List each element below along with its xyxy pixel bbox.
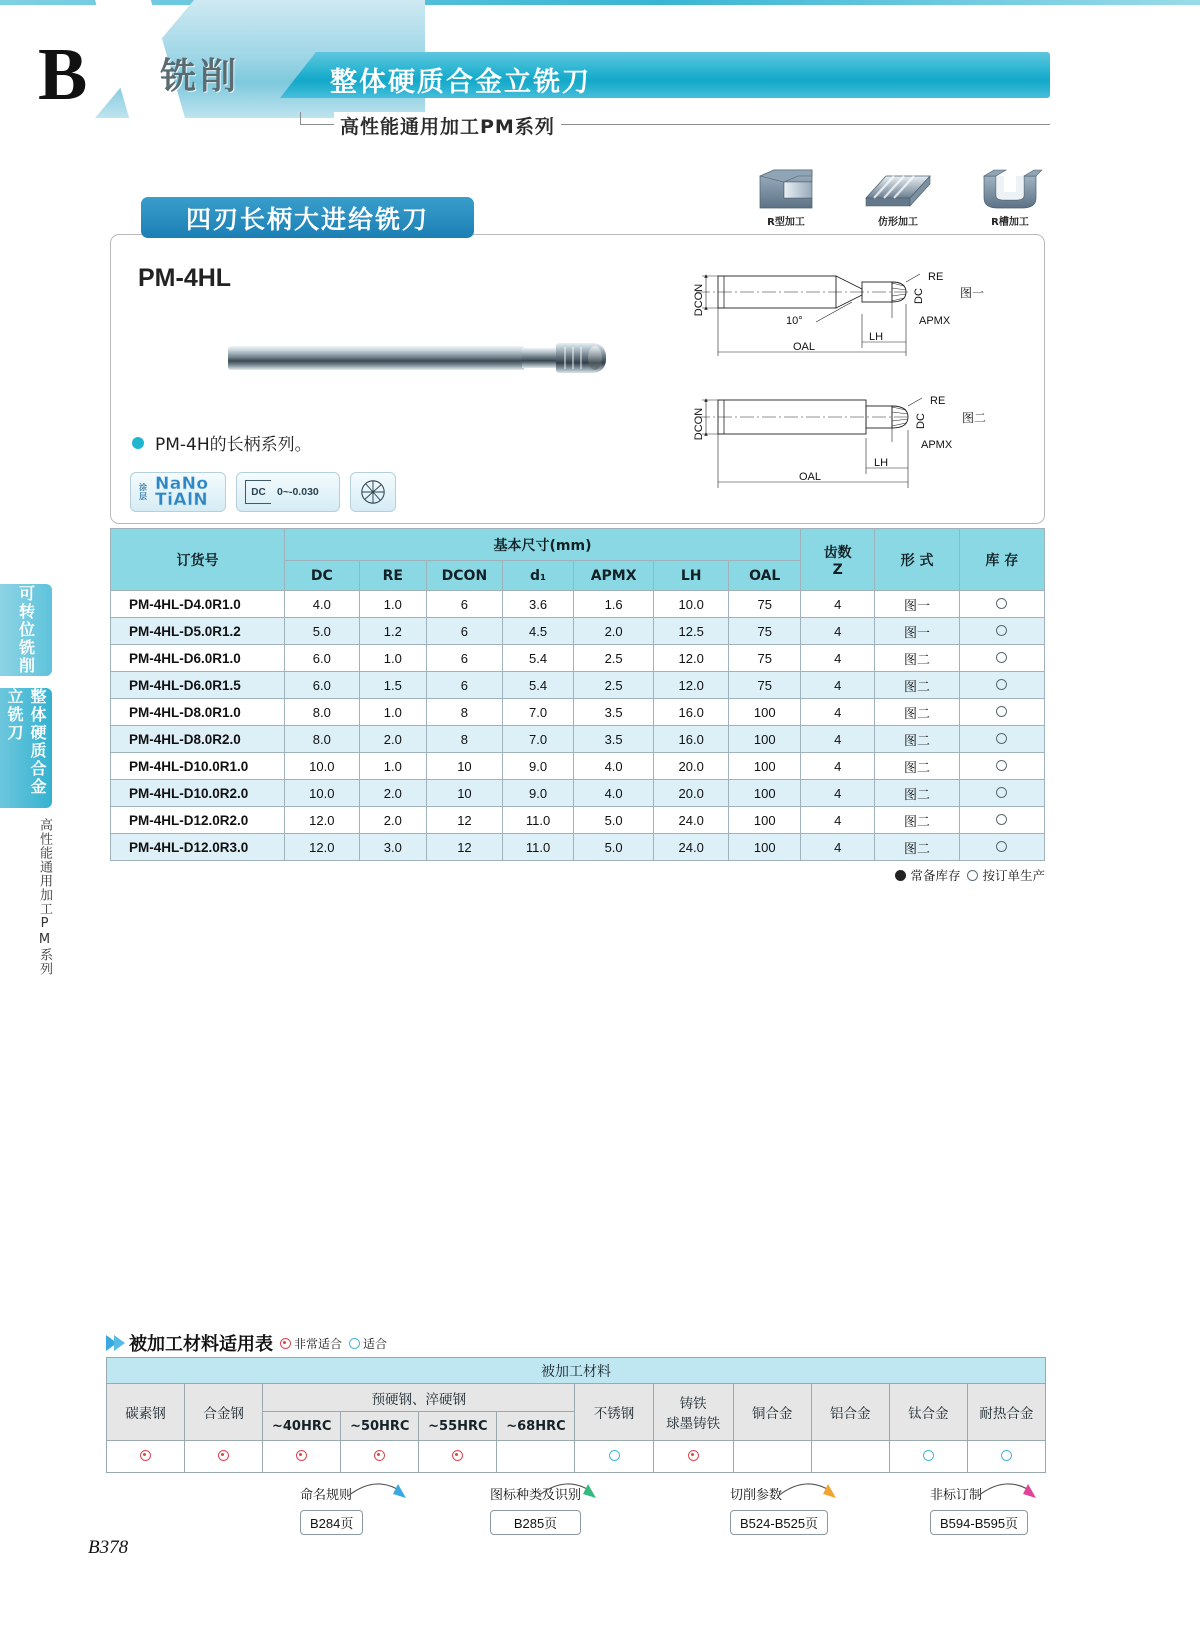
double-arrow-icon xyxy=(106,1335,122,1351)
cell-oal: 75 xyxy=(729,645,801,672)
reference-page-number[interactable]: B284页 xyxy=(300,1510,363,1535)
product-feature-bullet xyxy=(132,430,312,455)
cell-dcon: 6 xyxy=(427,645,503,672)
table-row xyxy=(111,780,1045,807)
th-workpiece-material: 被加工材料 xyxy=(107,1358,1046,1384)
figure-1-label: 图一 xyxy=(960,286,985,300)
sidebar-series-label: 高性能通用加工PM系列 xyxy=(37,818,52,976)
r-corner-machining-icon xyxy=(754,168,818,212)
open-circle-icon xyxy=(996,625,1007,636)
table-row xyxy=(111,618,1045,645)
cell-re: 3.0 xyxy=(359,834,427,861)
cell-apmx: 5.0 xyxy=(574,807,654,834)
double-circle-red-icon xyxy=(280,1338,291,1349)
cell-dc: 8.0 xyxy=(285,726,360,753)
machining-icon-profile xyxy=(860,168,936,230)
product-type-tag: 四刃长柄大进给铣刀 xyxy=(141,197,474,238)
dim-label-apmx: APMX xyxy=(919,315,951,327)
cell-dc: 12.0 xyxy=(285,834,360,861)
reference-link-label: 图标种类及识别 xyxy=(490,1488,582,1503)
dim-label-re: RE xyxy=(928,271,944,283)
cell-form: 图二 xyxy=(875,645,959,672)
table-row xyxy=(111,807,1045,834)
curved-arrow-icon xyxy=(776,1476,848,1500)
coating-badge-label: 涂层 xyxy=(139,483,147,501)
cell-order-no: PM-4HL-D5.0R1.2 xyxy=(111,618,285,645)
curved-arrow-icon xyxy=(976,1476,1048,1500)
dim-label-re: RE xyxy=(930,395,946,407)
th-alloy-steel: 合金钢 xyxy=(185,1384,263,1441)
open-circle-icon xyxy=(996,760,1007,771)
table-row xyxy=(111,672,1045,699)
reference-link[interactable] xyxy=(730,1484,828,1535)
th-aluminum-alloy: 铝合金 xyxy=(811,1384,889,1441)
tool-dimension-diagram-fig1 xyxy=(676,252,986,362)
cell-apmx: 1.6 xyxy=(574,591,654,618)
tool-shank xyxy=(228,346,524,370)
material-rating-cell xyxy=(185,1441,263,1473)
material-section-header xyxy=(106,1330,387,1356)
cell-order-no: PM-4HL-D12.0R3.0 xyxy=(111,834,285,861)
cell-re: 2.0 xyxy=(359,807,427,834)
th-cast-iron xyxy=(653,1384,733,1441)
cell-d1: 4.5 xyxy=(502,618,574,645)
th-teeth-line1: 齿数 xyxy=(823,544,852,561)
dim-label-oal: OAL xyxy=(798,471,822,483)
reference-page-number[interactable]: B285页 xyxy=(490,1510,581,1535)
cell-d1: 9.0 xyxy=(502,780,574,807)
open-circle-icon xyxy=(996,814,1007,825)
dim-label-lh: LH xyxy=(873,457,889,469)
product-code: PM-4HL xyxy=(138,264,232,292)
curved-arrow-icon xyxy=(536,1476,608,1500)
cell-form: 图二 xyxy=(875,780,959,807)
circle-blue-icon xyxy=(609,1450,620,1461)
cell-d1: 5.4 xyxy=(502,645,574,672)
cell-dcon: 6 xyxy=(427,618,503,645)
th-cast-iron-line1: 铸铁 xyxy=(679,1396,707,1412)
legend-made-to-order xyxy=(967,866,1045,884)
cell-oal: 100 xyxy=(729,807,801,834)
cell-stock xyxy=(959,780,1044,807)
dim-label-angle: 10° xyxy=(786,315,803,327)
cell-dcon: 12 xyxy=(427,834,503,861)
tool-cutting-head xyxy=(556,343,606,373)
machining-icon-label: R槽加工 xyxy=(991,217,1029,228)
th-hrc-40: ~40HRC xyxy=(263,1412,341,1441)
sidebar-tab-indexable-milling[interactable]: 可转位铣削 xyxy=(0,584,52,676)
table-body xyxy=(111,591,1045,861)
cell-lh: 20.0 xyxy=(653,780,728,807)
legend-in-stock xyxy=(895,866,960,884)
open-circle-icon xyxy=(996,598,1007,609)
section-category-label: 铣削 xyxy=(160,56,241,97)
cell-lh: 12.0 xyxy=(653,672,728,699)
cell-order-no: PM-4HL-D6.0R1.0 xyxy=(111,645,285,672)
cell-re: 1.0 xyxy=(359,591,427,618)
cell-apmx: 5.0 xyxy=(574,834,654,861)
cell-re: 1.0 xyxy=(359,699,427,726)
dim-label-dc: DC xyxy=(915,413,927,429)
coating-name-line1: NaNo xyxy=(155,474,209,494)
table-row xyxy=(111,726,1045,753)
cell-dc: 6.0 xyxy=(285,672,360,699)
cell-form: 图二 xyxy=(875,726,959,753)
double-circle-red-icon xyxy=(374,1450,385,1461)
th-re: RE xyxy=(359,561,427,591)
th-form: 形 式 xyxy=(875,529,959,591)
th-dcon: DCON xyxy=(427,561,503,591)
circle-blue-icon xyxy=(923,1450,934,1461)
circle-blue-icon xyxy=(349,1338,360,1349)
material-rating-cell xyxy=(341,1441,419,1473)
cell-teeth: 4 xyxy=(801,726,875,753)
cell-form: 图二 xyxy=(875,753,959,780)
cell-oal: 75 xyxy=(729,618,801,645)
machining-type-icons xyxy=(748,168,1048,230)
material-legend-good xyxy=(349,1335,387,1352)
tool-flute xyxy=(572,347,574,369)
material-rating-cell xyxy=(653,1441,733,1473)
cell-order-no: PM-4HL-D10.0R2.0 xyxy=(111,780,285,807)
th-lh: LH xyxy=(653,561,728,591)
cell-oal: 100 xyxy=(729,726,801,753)
page-title: 整体硬质合金立铣刀 xyxy=(330,67,591,98)
legend-in-stock-label: 常备库存 xyxy=(910,868,961,883)
page-header xyxy=(0,0,1200,150)
cell-teeth: 4 xyxy=(801,591,875,618)
cell-lh: 20.0 xyxy=(653,753,728,780)
cell-oal: 75 xyxy=(729,591,801,618)
dc-tolerance-value: 0~-0.030 xyxy=(277,486,319,498)
four-flute-icon xyxy=(359,477,387,507)
machining-icon-r-slot xyxy=(972,168,1048,230)
cell-d1: 7.0 xyxy=(502,699,574,726)
cell-oal: 75 xyxy=(729,672,801,699)
cell-order-no: PM-4HL-D12.0R2.0 xyxy=(111,807,285,834)
cell-order-no: PM-4HL-D10.0R1.0 xyxy=(111,753,285,780)
open-circle-icon xyxy=(996,679,1007,690)
cell-lh: 24.0 xyxy=(653,834,728,861)
reference-page-number[interactable]: B594-B595页 xyxy=(930,1510,1028,1535)
material-legend-good-label: 适合 xyxy=(363,1336,388,1351)
material-rating-cell xyxy=(967,1441,1045,1473)
material-legend-best xyxy=(280,1335,342,1352)
open-circle-icon xyxy=(996,733,1007,744)
cell-d1: 11.0 xyxy=(502,807,574,834)
cell-apmx: 2.5 xyxy=(574,672,654,699)
reference-link-label: 切削参数 xyxy=(730,1488,783,1503)
cell-dc: 10.0 xyxy=(285,780,360,807)
cell-stock xyxy=(959,645,1044,672)
cell-apmx: 2.5 xyxy=(574,645,654,672)
coating-badge xyxy=(130,472,226,512)
material-rating-cell xyxy=(263,1441,341,1473)
table-row xyxy=(111,699,1045,726)
table-row xyxy=(111,834,1045,861)
double-circle-red-icon xyxy=(296,1450,307,1461)
th-dc: DC xyxy=(285,561,360,591)
cell-dc: 6.0 xyxy=(285,645,360,672)
cell-apmx: 2.0 xyxy=(574,618,654,645)
th-hrc-55: ~55HRC xyxy=(419,1412,497,1441)
double-circle-red-icon xyxy=(452,1450,463,1461)
cell-re: 1.0 xyxy=(359,645,427,672)
cell-form: 图一 xyxy=(875,591,959,618)
cell-teeth: 4 xyxy=(801,699,875,726)
figure-2-label: 图二 xyxy=(962,411,986,425)
cell-order-no: PM-4HL-D6.0R1.5 xyxy=(111,672,285,699)
tool-product-photo xyxy=(228,335,598,380)
legend-made-to-order-label: 按订单生产 xyxy=(982,868,1045,883)
cell-oal: 100 xyxy=(729,699,801,726)
cell-teeth: 4 xyxy=(801,780,875,807)
material-rating-cell xyxy=(497,1441,575,1473)
cell-dcon: 10 xyxy=(427,753,503,780)
table-row xyxy=(111,753,1045,780)
material-rating-cell xyxy=(107,1441,185,1473)
dim-label-lh: LH xyxy=(868,331,884,343)
dim-label-oal: OAL xyxy=(792,341,816,353)
bullet-dot-icon xyxy=(132,437,144,449)
profile-machining-icon xyxy=(862,168,934,212)
cell-teeth: 4 xyxy=(801,807,875,834)
th-titanium-alloy: 钛合金 xyxy=(889,1384,967,1441)
material-table-body xyxy=(107,1441,1046,1473)
cell-re: 2.0 xyxy=(359,726,427,753)
dim-label-apmx: APMX xyxy=(921,439,953,451)
tool-flute xyxy=(564,347,566,369)
th-basic-dimensions: 基本尺寸(mm) xyxy=(285,529,801,561)
th-cast-iron-line2: 球墨铸铁 xyxy=(666,1416,721,1432)
product-feature-text: PM-4H的长柄系列。 xyxy=(155,435,312,455)
material-table-header xyxy=(107,1358,1046,1441)
cell-re: 1.2 xyxy=(359,618,427,645)
cell-apmx: 4.0 xyxy=(574,780,654,807)
cell-stock xyxy=(959,834,1044,861)
th-d1: d₁ xyxy=(502,561,574,591)
header-rule-tick xyxy=(300,112,301,125)
cell-lh: 16.0 xyxy=(653,699,728,726)
tool-flute xyxy=(580,347,582,369)
cell-d1: 3.6 xyxy=(502,591,574,618)
cell-order-no: PM-4HL-D4.0R1.0 xyxy=(111,591,285,618)
cell-teeth: 4 xyxy=(801,672,875,699)
flute-count-badge xyxy=(350,472,396,512)
page-number: B378 xyxy=(88,1537,129,1558)
cell-apmx: 3.5 xyxy=(574,726,654,753)
material-rating-cell xyxy=(811,1441,889,1473)
cell-d1: 11.0 xyxy=(502,834,574,861)
reference-link-label: 非标订制 xyxy=(930,1488,983,1503)
cell-apmx: 3.5 xyxy=(574,699,654,726)
product-spec-badges xyxy=(130,472,396,512)
th-hrc-68: ~68HRC xyxy=(497,1412,575,1441)
cell-d1: 7.0 xyxy=(502,726,574,753)
r-slot-machining-icon xyxy=(978,168,1042,212)
th-teeth-line2: Z xyxy=(832,561,843,578)
cell-stock xyxy=(959,807,1044,834)
table-row xyxy=(111,645,1045,672)
open-circle-icon xyxy=(996,652,1007,663)
cell-re: 2.0 xyxy=(359,780,427,807)
open-circle-icon xyxy=(996,706,1007,717)
dim-label-dc: DC xyxy=(913,288,925,304)
sidebar-tab-solid-carbide-endmill[interactable]: 整体硬质合金立铣刀 xyxy=(0,688,52,808)
circle-blue-icon xyxy=(1001,1450,1012,1461)
th-oal: OAL xyxy=(729,561,801,591)
tool-neck xyxy=(522,348,558,368)
cell-lh: 12.5 xyxy=(653,618,728,645)
th-order-no: 订货号 xyxy=(111,529,285,591)
cell-order-no: PM-4HL-D8.0R2.0 xyxy=(111,726,285,753)
th-hardened-steel-group: 预硬钢、淬硬钢 xyxy=(263,1384,575,1412)
page-subtitle: 高性能通用加工PM系列 xyxy=(334,112,561,139)
material-legend-best-label: 非常适合 xyxy=(294,1336,343,1351)
cell-oal: 100 xyxy=(729,780,801,807)
th-hrc-50: ~50HRC xyxy=(341,1412,419,1441)
product-spec-table xyxy=(110,528,1045,861)
material-rating-cell xyxy=(419,1441,497,1473)
cell-d1: 9.0 xyxy=(502,753,574,780)
cell-dcon: 6 xyxy=(427,672,503,699)
cell-dcon: 10 xyxy=(427,780,503,807)
cell-dcon: 12 xyxy=(427,807,503,834)
dim-label-dcon: DCON xyxy=(693,283,705,317)
double-circle-red-icon xyxy=(688,1450,699,1461)
cell-dc: 8.0 xyxy=(285,699,360,726)
cell-form: 图二 xyxy=(875,699,959,726)
bottom-reference-links xyxy=(300,1484,1060,1532)
machining-icon-label: R型加工 xyxy=(767,217,805,228)
section-letter: B xyxy=(38,34,88,116)
diameter-tolerance-badge xyxy=(236,472,340,512)
th-teeth-count xyxy=(801,529,875,591)
material-rating-cell xyxy=(889,1441,967,1473)
th-copper-alloy: 铜合金 xyxy=(733,1384,811,1441)
th-carbon-steel: 碳素钢 xyxy=(107,1384,185,1441)
cell-stock xyxy=(959,618,1044,645)
reference-link[interactable] xyxy=(300,1484,363,1535)
header-top-accent-line xyxy=(0,0,1200,5)
cell-dc: 10.0 xyxy=(285,753,360,780)
machining-icon-label: 仿形加工 xyxy=(878,217,918,228)
dc-symbol: DC xyxy=(245,480,271,504)
cell-dcon: 8 xyxy=(427,726,503,753)
cell-stock xyxy=(959,699,1044,726)
cell-stock xyxy=(959,672,1044,699)
material-table-title: 被加工材料适用表 xyxy=(129,1334,273,1355)
cell-teeth: 4 xyxy=(801,834,875,861)
cell-dcon: 6 xyxy=(427,591,503,618)
reference-link-label: 命名规则 xyxy=(300,1488,353,1503)
cell-dcon: 8 xyxy=(427,699,503,726)
dim-label-dcon: DCON xyxy=(693,407,705,441)
th-stock: 库 存 xyxy=(959,529,1044,591)
cell-stock xyxy=(959,591,1044,618)
double-circle-red-icon xyxy=(218,1450,229,1461)
machining-icon-r-corner xyxy=(748,168,824,230)
cell-dc: 5.0 xyxy=(285,618,360,645)
cell-form: 图二 xyxy=(875,834,959,861)
cell-form: 图二 xyxy=(875,807,959,834)
material-rating-cell xyxy=(575,1441,653,1473)
material-applicability-table xyxy=(106,1357,1046,1473)
coating-name-line2: TiAlN xyxy=(155,490,209,510)
cell-stock xyxy=(959,726,1044,753)
cell-lh: 12.0 xyxy=(653,645,728,672)
double-circle-red-icon xyxy=(140,1450,151,1461)
cell-teeth: 4 xyxy=(801,645,875,672)
cell-oal: 100 xyxy=(729,834,801,861)
cell-lh: 16.0 xyxy=(653,726,728,753)
material-rating-cell xyxy=(733,1441,811,1473)
cell-form: 图一 xyxy=(875,618,959,645)
reference-link[interactable] xyxy=(490,1484,581,1535)
cell-form: 图二 xyxy=(875,672,959,699)
cell-dc: 12.0 xyxy=(285,807,360,834)
th-heat-resistant-alloy: 耐热合金 xyxy=(967,1384,1045,1441)
material-rating-row xyxy=(107,1441,1046,1473)
cell-lh: 24.0 xyxy=(653,807,728,834)
cell-lh: 10.0 xyxy=(653,591,728,618)
th-apmx: APMX xyxy=(574,561,654,591)
cell-teeth: 4 xyxy=(801,618,875,645)
cell-teeth: 4 xyxy=(801,753,875,780)
reference-page-number[interactable]: B524-B525页 xyxy=(730,1510,828,1535)
table-header xyxy=(111,529,1045,591)
cell-re: 1.5 xyxy=(359,672,427,699)
reference-link[interactable] xyxy=(930,1484,1028,1535)
curved-arrow-icon xyxy=(346,1476,418,1500)
th-stainless-steel: 不锈钢 xyxy=(575,1384,653,1441)
open-circle-icon xyxy=(967,870,978,881)
cell-dc: 4.0 xyxy=(285,591,360,618)
cell-re: 1.0 xyxy=(359,753,427,780)
cell-d1: 5.4 xyxy=(502,672,574,699)
stock-legend xyxy=(895,866,1045,884)
table-row xyxy=(111,591,1045,618)
open-circle-icon xyxy=(996,787,1007,798)
cell-order-no: PM-4HL-D8.0R1.0 xyxy=(111,699,285,726)
filled-circle-icon xyxy=(895,870,906,881)
open-circle-icon xyxy=(996,841,1007,852)
cell-stock xyxy=(959,753,1044,780)
tool-dimension-diagram-fig2 xyxy=(676,378,986,503)
cell-oal: 100 xyxy=(729,753,801,780)
cell-apmx: 4.0 xyxy=(574,753,654,780)
